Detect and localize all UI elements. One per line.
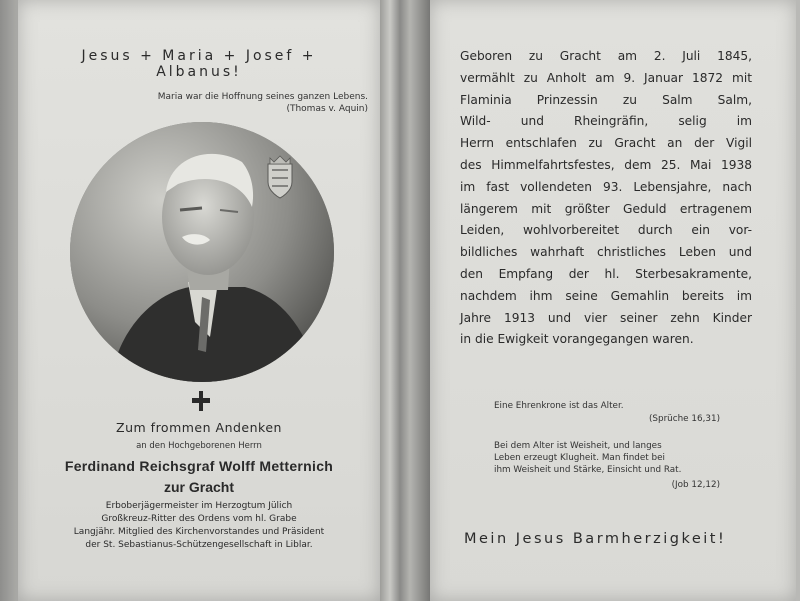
- bio-line: in die Ewigkeit vorangegangen waren.: [460, 332, 694, 347]
- verse-job-line: Leben erzeugt Klugheit. Man findet bei: [494, 453, 665, 463]
- bio-line: Geboren zu Gracht am 2. Juli 1845,: [460, 49, 752, 63]
- bio-line: Herrn entschlafen zu Gracht an der Vigil: [460, 136, 752, 151]
- bio-line: Flaminia Prinzessin zu Salm Salm,: [460, 92, 752, 107]
- verse-proverbs-source: (Sprüche 16,31): [648, 414, 720, 424]
- heading-line-2: Albanus!: [156, 64, 242, 80]
- page-fold: [380, 0, 430, 601]
- title-line: Erboberjägermeister im Herzogtum Jülich: [105, 501, 293, 511]
- bio-line: den Empfang der hl. Sterbesakramente,: [460, 266, 752, 281]
- portrait-photo: [70, 122, 334, 382]
- quote-text: Maria war die Hoffnung seines ganzen Lebens.: [157, 92, 368, 102]
- verse-job-line: ihm Weisheit und Stärke, Einsicht und Rat.: [494, 465, 682, 475]
- closing-prayer: Mein Jesus Barmherzigkeit!: [464, 531, 727, 547]
- bio-line: vermählt zu Anholt am 9. Januar 1872 mit: [460, 70, 752, 85]
- bio-line: des Himmelfahrtsfestes, dem 25. Mai 1938: [460, 157, 752, 172]
- right-page-content: [430, 0, 796, 601]
- deceased-name-suffix: zur Gracht: [163, 479, 234, 495]
- bio-line: Leiden, wohlvorbereitet durch ein vor-: [460, 223, 752, 238]
- bio-line: Jahre 1913 und vier seiner zehn Kinder: [460, 310, 752, 325]
- deceased-name: Ferdinand Reichsgraf Wolff Metternich: [64, 458, 334, 474]
- verse-proverbs: Eine Ehrenkrone ist das Alter.: [494, 401, 624, 411]
- verse-job-source: (Job 12,12): [671, 480, 720, 490]
- title-line: der St. Sebastianus-Schützengesellschaft in Liblar.: [85, 540, 313, 550]
- cross-icon: [190, 390, 212, 412]
- bio-line: längerem mit größter Geduld ertragenem: [460, 201, 752, 216]
- verse-job: [494, 440, 734, 476]
- biography-text: [460, 46, 752, 351]
- heading-line-1: Jesus + Maria + Josef +: [81, 48, 317, 64]
- title-line: Großkreuz-Ritter des Ordens vom hl. Grabe: [101, 514, 297, 524]
- bio-line: bildliches wahrhaft christliches Leben und: [460, 245, 752, 260]
- bio-line: nachdem ihm seine Gemahlin bereits im: [460, 288, 752, 303]
- bio-line: im fast vollendeten 93. Lebensjahre, nach: [460, 179, 752, 194]
- portrait-illustration: [70, 122, 334, 382]
- honorific-line: an den Hochgeborenen Herrn: [136, 441, 262, 451]
- bio-line: Wild- und Rheingräfin, selig im: [460, 114, 752, 129]
- memorial-title: Zum frommen Andenken: [116, 420, 282, 435]
- title-line: Langjähr. Mitglied des Kirchenvorstandes und Präsident: [73, 527, 325, 537]
- left-page-content: [18, 0, 380, 601]
- quote-source: (Thomas v. Aquin): [286, 104, 368, 114]
- verse-job-line: Bei dem Alter ist Weisheit, und langes: [494, 441, 662, 451]
